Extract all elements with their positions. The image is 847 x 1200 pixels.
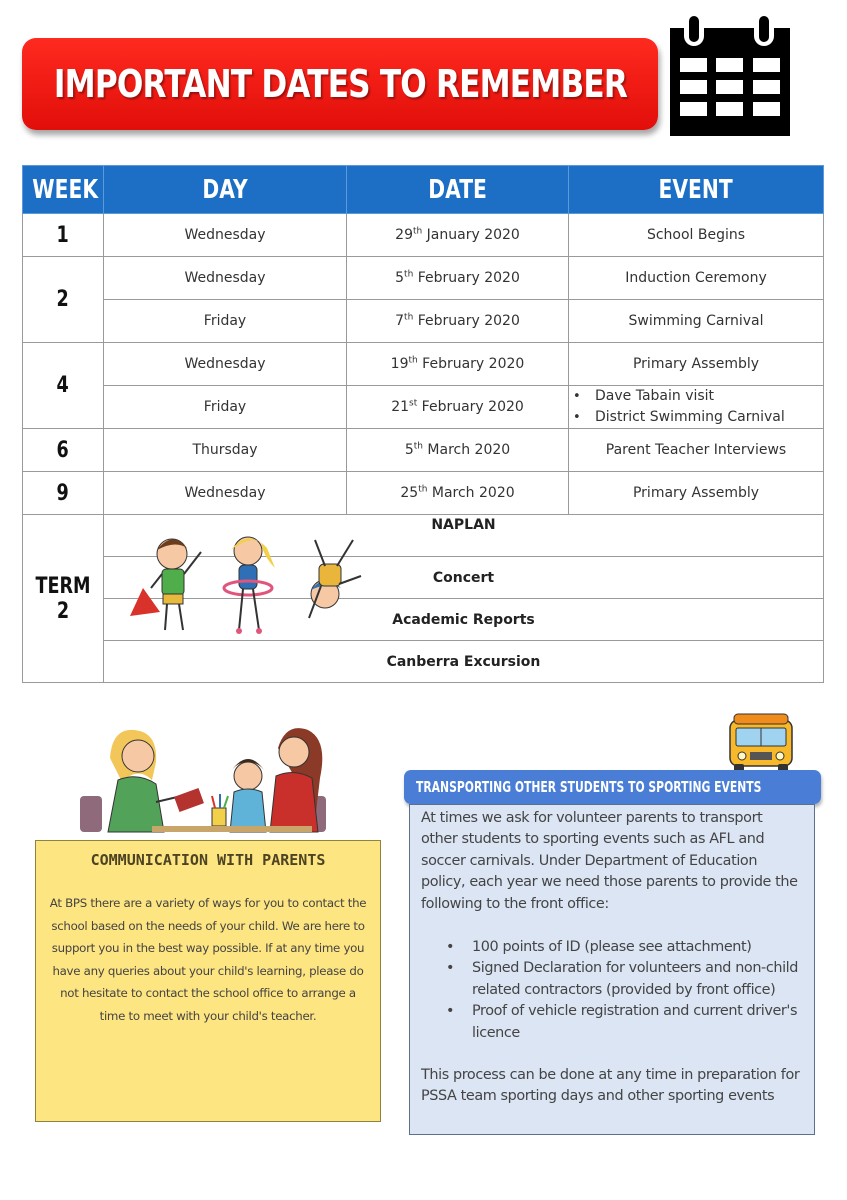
column-header-date: DATE xyxy=(347,166,569,214)
week-cell: 6 xyxy=(23,429,104,472)
event-cell: Swimming Carnival xyxy=(569,300,824,343)
transport-outro: This process can be done at any time in preparation for PSSA team sporting days and other sporting events xyxy=(421,1067,800,1105)
term-label-cell: TERM 2 xyxy=(23,515,104,683)
event-list-item: • District Swimming Carnival xyxy=(595,407,819,428)
day-cell: Wednesday xyxy=(104,343,347,386)
list-item: • 100 points of ID (please see attachment) xyxy=(472,937,806,958)
event-cell: Parent Teacher Interviews xyxy=(569,429,824,472)
week-cell: 9 xyxy=(23,472,104,515)
communication-title: COMMUNICATION WITH PARENTS xyxy=(90,851,326,869)
event-cell: Induction Ceremony xyxy=(569,257,824,300)
transport-requirements-list xyxy=(472,937,806,1044)
title-banner xyxy=(22,38,658,130)
day-cell: Wednesday xyxy=(104,472,347,515)
children-playing-illustration xyxy=(125,528,375,640)
week-cell: 4 xyxy=(23,343,104,429)
date-cell: 7th February 2020 xyxy=(347,300,569,343)
event-cell: School Begins xyxy=(569,214,824,257)
table-header-row xyxy=(23,166,824,214)
date-cell: 29th January 2020 xyxy=(347,214,569,257)
date-cell: 21st February 2020 xyxy=(347,386,569,429)
parent-teacher-meeting-illustration xyxy=(72,718,332,836)
day-cell: Friday xyxy=(104,386,347,429)
term-item: Academic Reports xyxy=(104,599,824,641)
column-header-event: EVENT xyxy=(569,166,824,214)
communication-panel xyxy=(35,840,381,1122)
week-cell: 2 xyxy=(23,257,104,343)
table-row xyxy=(23,300,824,343)
transport-intro: At times we ask for volunteer parents to transport other students to sporting events such as AFL and soccer carnivals. Under Department of Education policy, each year we need those parents to provide the following to the front office: xyxy=(421,810,798,912)
day-cell: Wednesday xyxy=(104,214,347,257)
event-cell xyxy=(569,386,824,429)
table-row xyxy=(23,429,824,472)
page-title: IMPORTANT DATES TO REMEMBER xyxy=(53,62,627,106)
table-row xyxy=(23,386,824,429)
transport-panel xyxy=(409,804,815,1135)
table-row xyxy=(23,343,824,386)
term-item: Concert xyxy=(104,557,824,599)
event-list xyxy=(573,386,819,428)
table-row xyxy=(23,214,824,257)
transport-title: TRANSPORTING OTHER STUDENTS TO SPORTING EVENTS xyxy=(416,778,762,796)
list-item: • Signed Declaration for volunteers and non-child related contractors (provided by front office) xyxy=(472,958,806,1001)
event-list-item: • Dave Tabain visit xyxy=(595,386,819,407)
day-cell: Thursday xyxy=(104,429,347,472)
list-item: • Proof of vehicle registration and current driver's licence xyxy=(472,1001,806,1044)
date-cell: 5th March 2020 xyxy=(347,429,569,472)
term-item: Canberra Excursion xyxy=(104,641,824,683)
event-cell: Primary Assembly xyxy=(569,472,824,515)
term-item: NAPLAN xyxy=(104,515,824,557)
calendar-icon xyxy=(668,14,792,138)
date-cell: 25th March 2020 xyxy=(347,472,569,515)
date-cell: 19th February 2020 xyxy=(347,343,569,386)
column-header-week: WEEK xyxy=(23,166,104,214)
transport-header xyxy=(404,770,821,804)
date-cell: 5th February 2020 xyxy=(347,257,569,300)
communication-body: At BPS there are a variety of ways for you to contact the school based on the needs of your child. We are here to support you in the best way possible. If at any time you have any queries about your child's learning, please do not hesitate to contact the school office to arrange a time to meet with your child's teacher. xyxy=(49,896,367,1023)
event-cell: Primary Assembly xyxy=(569,343,824,386)
column-header-day: DAY xyxy=(104,166,347,214)
table-row xyxy=(23,472,824,515)
table-row xyxy=(23,257,824,300)
term-row xyxy=(23,641,824,683)
school-bus-icon xyxy=(724,712,798,778)
day-cell: Friday xyxy=(104,300,347,343)
week-cell: 1 xyxy=(23,214,104,257)
day-cell: Wednesday xyxy=(104,257,347,300)
